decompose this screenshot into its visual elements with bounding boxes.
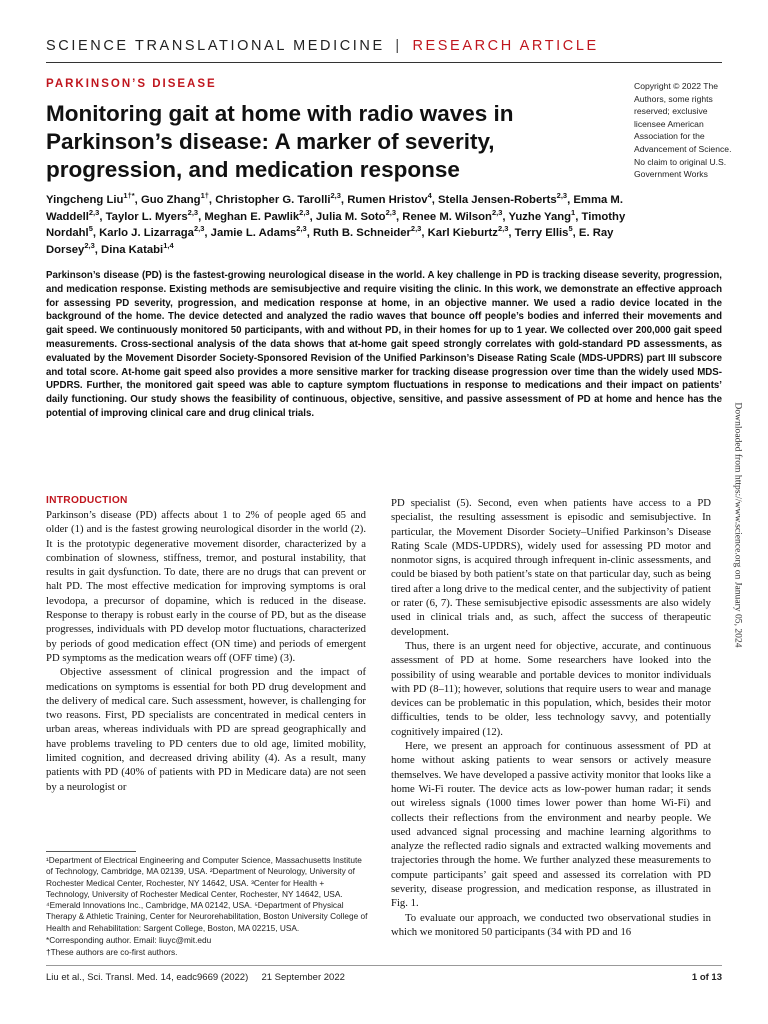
subject-label: PARKINSON’S DISEASE (46, 78, 217, 90)
body-paragraph: Objective assessment of clinical progression and the impact of medications on symptoms is essential for both PD drug development and the delivery of medical care. Such assessment, however, is challenging for two reasons. First, PD specialists are concentrated in medical centers in urban areas, whereas individuals with PD are spread geographically and have problems traveling to PD centers due to old age, limited mobility, limited cognition, and decreased driving ability (4). As a result, many patients with PD (40% of patients with PD in Medicare data) are not seen by a neurologist or (46, 666, 366, 793)
author-affiliation: 5 (88, 224, 93, 234)
author-affiliation: 1,4 (163, 241, 174, 251)
author-name: Jamie L. Adams (210, 227, 297, 240)
author-name: Emma M. Waddell (46, 194, 623, 223)
author-name: Christopher G. Tarolli (215, 194, 331, 206)
author-affiliation: 2,3 (84, 241, 95, 251)
author-affiliation: 2,3 (491, 207, 503, 217)
author-list: Yingcheng Liu$^{1\dagger*}$, Guo Zhang$^{1\dagger}$, Christopher G. Tarolli$^{2,3}$, Rumen Hristov$^4$, Stella Jensen-Roberts$^{2,3}$, Emma M. Waddell$^{2,3}$, Taylor L. Myers$^{2,3}$, Meghan E. Pawlik$^{2,3}$, Julia M. Soto$^{2,3}$, Renee M. Wilson$^{2,3}$, Yuzhe Yang$^1$, Timothy Nordahl$^5$, Karlo J. Lizarraga$^{2,3}$, Jamie L. Adams$^{2,3}$, Ruth B. Schneider$^{2,3}$, Karl Kieburtz$^{2,3}$, Terry Ellis$^5$, E. Ray Dorsey$^{2,3}$, Dina Katabi$^{1,4}$ (46, 191, 626, 256)
co-first-authors-footnote: †These authors are co-first authors. (46, 947, 178, 958)
journal-header (46, 38, 599, 54)
author-name: Renee M. Wilson (402, 210, 492, 223)
author-name: E. Ray Dorsey (46, 227, 614, 256)
author-name: Karlo J. Lizarraga (99, 227, 194, 240)
footnote-rule (46, 851, 136, 852)
body-paragraph: Here, we present an approach for continuous assessment of PD at home without asking patients to wear sensors or actively measure themselves. We have developed a passive activity monitor that looks like a home Wi-Fi router. The device acts as low-power human radar; it sends out wireless signals (1000 times lower power than home Wi-Fi) and collects their reflections from the environment and nearby people. We used advanced signal processing and machine learning algorithms to analyze the reflected radio signals and extracted walking movements and trajectories through the home. We further analyzed these measurements to compute participants’ gait speed and assessed its correlation with PD severity, disease progression, and medication response, as illustrated in Fig. 1. (391, 740, 711, 910)
author-name: Meghan E. Pawlik (204, 210, 300, 223)
author-name: Stella Jensen-Roberts (438, 194, 557, 206)
author-affiliation: 1† (200, 191, 209, 201)
download-note (728, 395, 748, 655)
body-paragraph: To evaluate our approach, we conducted two observational studies in which we monitored 50 participants (34 with PD and 16 (391, 911, 711, 938)
author-name: Karl Kieburtz (427, 227, 498, 240)
header-rule (46, 62, 722, 63)
author-name: Julia M. Soto (315, 210, 386, 223)
body-paragraph: Parkinson’s disease (PD) affects about 1 to 2% of people aged 65 and older (1) and is the fastest growing neurological disorder in the world (2). It is the prototypic degenerative movement disorder, characterized by a combination of slowness, stiffness, tremor, and postural instability, that results in gait dysfunction. To date, there are no drugs that can prevent or halt PD. The most effective medication for improving symptoms is oral levodopa, a precursor of dopamine, which is reduced in the disease. Response to therapy is robust early in the course of PD, but as the disease progresses, individuals with PD develop motor fluctuations, characterized by periods of good medication effect (ON time) and periods of emergent PD symptoms as the medication wears off (OFF time) (3). (46, 509, 366, 664)
author-affiliation: 2,3 (296, 224, 307, 234)
corresponding-author-footnote: *Corresponding author. Email: liuyc@mit.edu (46, 935, 212, 946)
page-number: 1 of 13 (691, 972, 722, 983)
author-affiliation: 5 (568, 224, 573, 234)
download-note-text: Downloaded from https://www.science.org on January 05, 2024 (732, 402, 744, 648)
author-affiliation: 2,3 (330, 191, 341, 201)
author-name: Ruth B. Schneider (313, 227, 411, 240)
author-name: Rumen Hristov (347, 194, 428, 206)
right-column (391, 496, 711, 939)
footnotes (46, 855, 368, 959)
footer-rule (46, 965, 722, 966)
citation-footer: Liu et al., Sci. Transl. Med. 14, eadc9669 (2022) 21 September 2022 (46, 972, 345, 983)
author-name: Dina Katabi (101, 243, 164, 256)
left-column (46, 494, 366, 794)
author-affiliation: 2,3 (410, 224, 422, 234)
author-name: Taylor L. Myers (105, 210, 188, 223)
article-type: RESEARCH ARTICLE (412, 38, 599, 54)
author-name: Yingcheng Liu (46, 194, 124, 206)
author-name: Terry Ellis (514, 227, 569, 240)
body-paragraph: Thus, there is an urgent need for objective, accurate, and continuous assessment of PD at home. Some researchers have looked into the possibility of using wearable and portable devices to monitor individuals with PD (8–11); however, solutions that require users to wear and manage devices can be problematic in this population, which, besides their motor difficulties, tends to be older, less technology savvy, and potentially cognitively impaired (12). (391, 639, 711, 738)
author-affiliation: 2,3 (497, 224, 509, 234)
section-heading-introduction: INTRODUCTION (46, 495, 128, 506)
copyright-notice: Copyright © 2022 The Authors, some rights reserved; exclusive licensee American Association for the Advancement of Science. No claim to original U.S. Government Works (634, 81, 732, 180)
article-title: Monitoring gait at home with radio waves in Parkinson’s disease: A marker of severity, progression, and medication response (46, 101, 514, 182)
body-paragraph: PD specialist (5). Second, even when patients have access to a PD specialist, the resulting assessment is episodic and semisubjective. In particular, the Movement Disorder Society–Unified Parkinson’s Disease Rating Scale (MDS-UPDRS), widely used for assessing PD motor and nonmotor signs, is acquired through infrequent in-clinic assessments, and could be biased by both patient’s state on that particular day, such as being tired after a long drive to the medical center, and the subjectivity of patient or rater (6, 7). These semisubjective episodic assessments are also widely used in clinical trials and, as such, affect the success of therapeutic development. (391, 497, 711, 638)
author-affiliation: 1 (571, 207, 576, 217)
abstract: Parkinson’s disease (PD) is the fastest-growing neurological disease in the world. A key challenge in PD is tracking disease severity, progression, and medication response. Existing methods are semisubjective and require visiting the clinic. In this work, we demonstrate an effective approach for assessing PD severity, progression, and medication response at home, in an objective manner. We used a radio device located in the background of the home. The device detected and analyzed the radio waves that bounce off people’s bodies and inferred their movements and gait speed. We continuously monitored 50 participants, with and without PD, in their homes for up to 1 year. We collected over 200,000 gait speed measurements. Cross-sectional analysis of the data shows that at-home gait speed strongly correlates with gold-standard PD assessments, as evaluated by the Movement Disorder Society-Sponsored Revision of the Unified Parkinson’s Disease Rating Scale (MDS-UPDRS) part III subscore and total score. At-home gait speed also provides a more sensitive marker for tracking disease progression over time than the widely used MDS-UPDRS. Further, the monitored gait speed was able to capture symptom fluctuations in response to medications and their impact on patients’ daily functioning. Our study shows the feasibility of continuous, objective, sensitive, and passive assessment of PD at home and hence has the potential of improving clinical care and drug clinical trials. (46, 270, 722, 419)
author-affiliation: 2,3 (556, 191, 568, 201)
author-affiliation: 2,3 (88, 207, 100, 217)
author-affiliation: 2,3 (187, 207, 199, 217)
affiliations-footnote: ¹Department of Electrical Engineering and Computer Science, Massachusetts Institute of Technology, Cambridge, MA 02139, USA. ²Department of Neurology, University of Rochester Medical Center, Rochester, NY 14642, USA. ³Center for Health + Technology, University of Rochester Medical Center, Rochester, NY 14642, USA. ⁴Emerald Innovations Inc., Cambridge, MA 02142, USA. ⁵Department of Physical Therapy & Athletic Training, Center for Neurorehabilitation, Boston University College of Health and Rehabilitation: Sargent College, Boston, MA 02215, USA. (46, 855, 368, 933)
author-affiliation: 2,3 (385, 207, 396, 217)
author-affiliation: 2,3 (193, 224, 205, 234)
header-separator: | (395, 38, 402, 54)
author-affiliation: 2,3 (299, 207, 310, 217)
author-affiliation: 1†* (123, 191, 135, 201)
journal-name: SCIENCE TRANSLATIONAL MEDICINE (46, 38, 385, 54)
author-name: Guo Zhang (140, 194, 201, 206)
author-affiliation: 4 (427, 191, 432, 201)
author-name: Yuzhe Yang (508, 210, 572, 223)
author-name: Timothy Nordahl (46, 210, 626, 240)
